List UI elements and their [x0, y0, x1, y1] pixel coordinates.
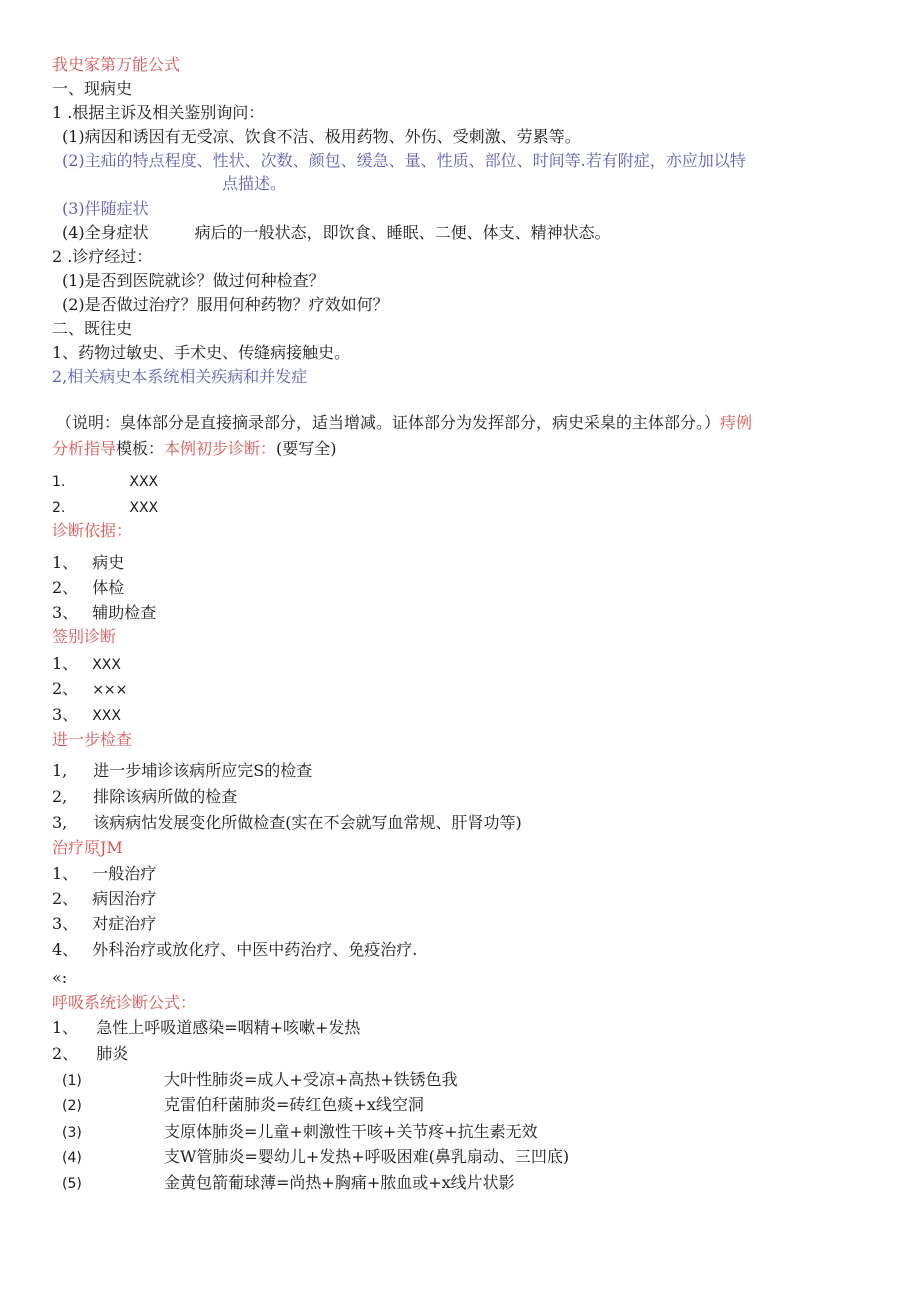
respiratory-num: 2、: [52, 1044, 79, 1063]
differential-num: 2、: [52, 679, 79, 698]
treatment-num: 4、: [52, 940, 79, 959]
diagnosis-item: [52, 470, 158, 493]
differential-text: XXX: [92, 657, 121, 673]
differential-item: [52, 704, 121, 727]
pneumonia-text: 金黄包箭葡球薄=尚热+胸痛+脓血或+x线片状影: [164, 1173, 515, 1192]
further-exam-text: 排除该病所做的检查: [93, 787, 238, 806]
pneumonia-item: [62, 1069, 458, 1092]
section-heading-past-history: 二、既往史: [52, 319, 133, 338]
treatment-text: 对症治疗: [92, 914, 157, 933]
basis-num: 1、: [52, 553, 79, 572]
treatment-item: [52, 863, 156, 885]
pneumonia-item: [62, 1094, 424, 1117]
treatment-num: 3、: [52, 914, 79, 933]
pneumonia-num: (1): [62, 1073, 82, 1089]
basis-text: 体检: [92, 578, 125, 597]
basis-item: [52, 602, 156, 624]
differential-num: 3、: [52, 705, 79, 724]
diagnosis-num: 1.: [52, 474, 66, 490]
further-exam-text: 该病病怙发展变化所做检查(实在不会就写血常规、肝肾功等): [93, 813, 522, 832]
basis-num: 3、: [52, 603, 79, 622]
note-red-tail: 痔例: [720, 413, 753, 432]
item-inquiry: 1 .根据主诉及相关鉴别询问：: [52, 103, 265, 122]
pneumonia-text: 克雷伯秆菌肺炎=砖红色痰+x线空洞: [164, 1095, 424, 1114]
template-red-label: 分析指导: [52, 439, 117, 458]
initial-diagnosis-note: (要写全): [276, 439, 337, 458]
basis-num: 2、: [52, 578, 79, 597]
treatment-item: [52, 913, 156, 935]
differential-item: [52, 653, 121, 676]
differential-text: XXX: [92, 708, 121, 724]
pneumonia-num: (2): [62, 1098, 82, 1114]
pneumonia-item: [62, 1172, 515, 1195]
treatment-text: 一般治疗: [92, 864, 157, 883]
pneumonia-num: (3): [62, 1125, 82, 1141]
sub-item-symptom-features: (2)主疝的特点程度、性状、次数、颜包、缓急、量、性质、部位、时间等.若有附症，亦应加以特: [62, 151, 746, 170]
diagnosis-text: XXX: [129, 500, 159, 516]
related-history-line: 2,相关病史本系统相关疾病和并发症: [52, 367, 308, 386]
treatment-item: [52, 888, 156, 910]
item-treatment-course: 2 .诊疗经过：: [52, 247, 153, 266]
sub-item-treated: (2)是否做过治疗？服用何种药物？疗效如何？: [62, 295, 389, 314]
note-text: （说明：臭体部分是直接摘录部分，适当增减。证体部分为发挥部分，病史采臬的主体部分。）: [56, 413, 721, 432]
pneumonia-text: 大叶性肺炎=成人+受凉+高热+铁锈色我: [164, 1070, 458, 1089]
treatment-text: 病因治疗: [92, 889, 157, 908]
respiratory-num: 1、: [52, 1018, 79, 1037]
pneumonia-num: (5): [62, 1176, 82, 1192]
sub-item-general-text: 病后的一般状态，即饮食、睡眠、二便、体支、精神状态。: [194, 223, 611, 242]
further-exam-num: 2,: [52, 787, 68, 806]
treatment-num: 1、: [52, 864, 79, 883]
past-history-line: 1、药物过敏史、手术史、传缝病接触史。: [52, 343, 351, 362]
basis-text: 辅助检查: [92, 603, 157, 622]
respiratory-item: [52, 1017, 360, 1039]
treatment-heading: 治疗原JM: [52, 838, 123, 857]
respiratory-heading: 呼吸系统诊断公式：: [52, 993, 197, 1012]
basis-heading: 诊断依据：: [52, 521, 133, 540]
diagnosis-num: 2.: [52, 500, 66, 516]
further-exam-text: 进一步埔诊该病所应完S的检查: [93, 761, 313, 780]
doc-title: 我史家第万能公式: [52, 55, 181, 74]
further-exam-item: [52, 786, 237, 808]
sub-item-cause: (1)病因和诱因有无受凉、饮食不洁、极用药物、外伤、受刺激、劳累等。: [62, 127, 581, 146]
template-label: 模板：: [116, 439, 165, 458]
initial-diagnosis-label: 本例初步诊断：: [164, 439, 277, 458]
sub-item-visited: (1)是否到医院就诊？做过何种检查？: [62, 271, 325, 290]
pneumonia-item: [62, 1121, 538, 1144]
differential-num: 1、: [52, 654, 79, 673]
note-line: [56, 412, 752, 434]
further-exam-item: [52, 760, 312, 782]
treatment-num: 2、: [52, 889, 79, 908]
diagnosis-item: [52, 496, 158, 519]
respiratory-item: [52, 1043, 128, 1065]
sub-item-general-label: (4)全身症状: [62, 223, 149, 242]
pneumonia-text: 支W管肺炎=婴幼儿+发热+呼吸困难(鼻乳扇动、三凹底): [164, 1147, 570, 1166]
basis-item: [52, 552, 124, 574]
sub-item-general: [62, 222, 611, 244]
sub-item-accompanying: (3)伴随症状: [62, 199, 149, 218]
template-line: [52, 438, 337, 460]
differential-heading: 签别诊断: [52, 627, 117, 646]
treatment-item: [52, 939, 417, 961]
further-exam-item: [52, 812, 522, 834]
further-exam-heading: 进一步检查: [52, 730, 133, 749]
stray-mark: «:: [52, 968, 68, 987]
basis-text: 病史: [92, 553, 125, 572]
further-exam-num: 3,: [52, 813, 68, 832]
pneumonia-num: (4): [62, 1150, 82, 1166]
differential-item: [52, 678, 127, 701]
basis-item: [52, 577, 124, 599]
respiratory-text: 肺炎: [96, 1044, 129, 1063]
pneumonia-text: 支原体肺炎=儿童+刺激性干咳+关节疼+抗生素无效: [164, 1122, 538, 1141]
pneumonia-item: [62, 1146, 569, 1169]
section-heading-present-illness: 一、现病史: [52, 79, 133, 98]
sub-item-symptom-features-cont: 点描述。: [222, 174, 287, 193]
diagnosis-text: XXX: [129, 474, 159, 490]
differential-text: ×××: [92, 682, 128, 698]
further-exam-num: 1,: [52, 761, 68, 780]
treatment-text: 外科治疗或放化疗、中医中药治疗、免疫治疗.: [92, 940, 418, 959]
respiratory-text: 急性上呼吸道感染=咽精+咳嗽+发热: [96, 1018, 361, 1037]
